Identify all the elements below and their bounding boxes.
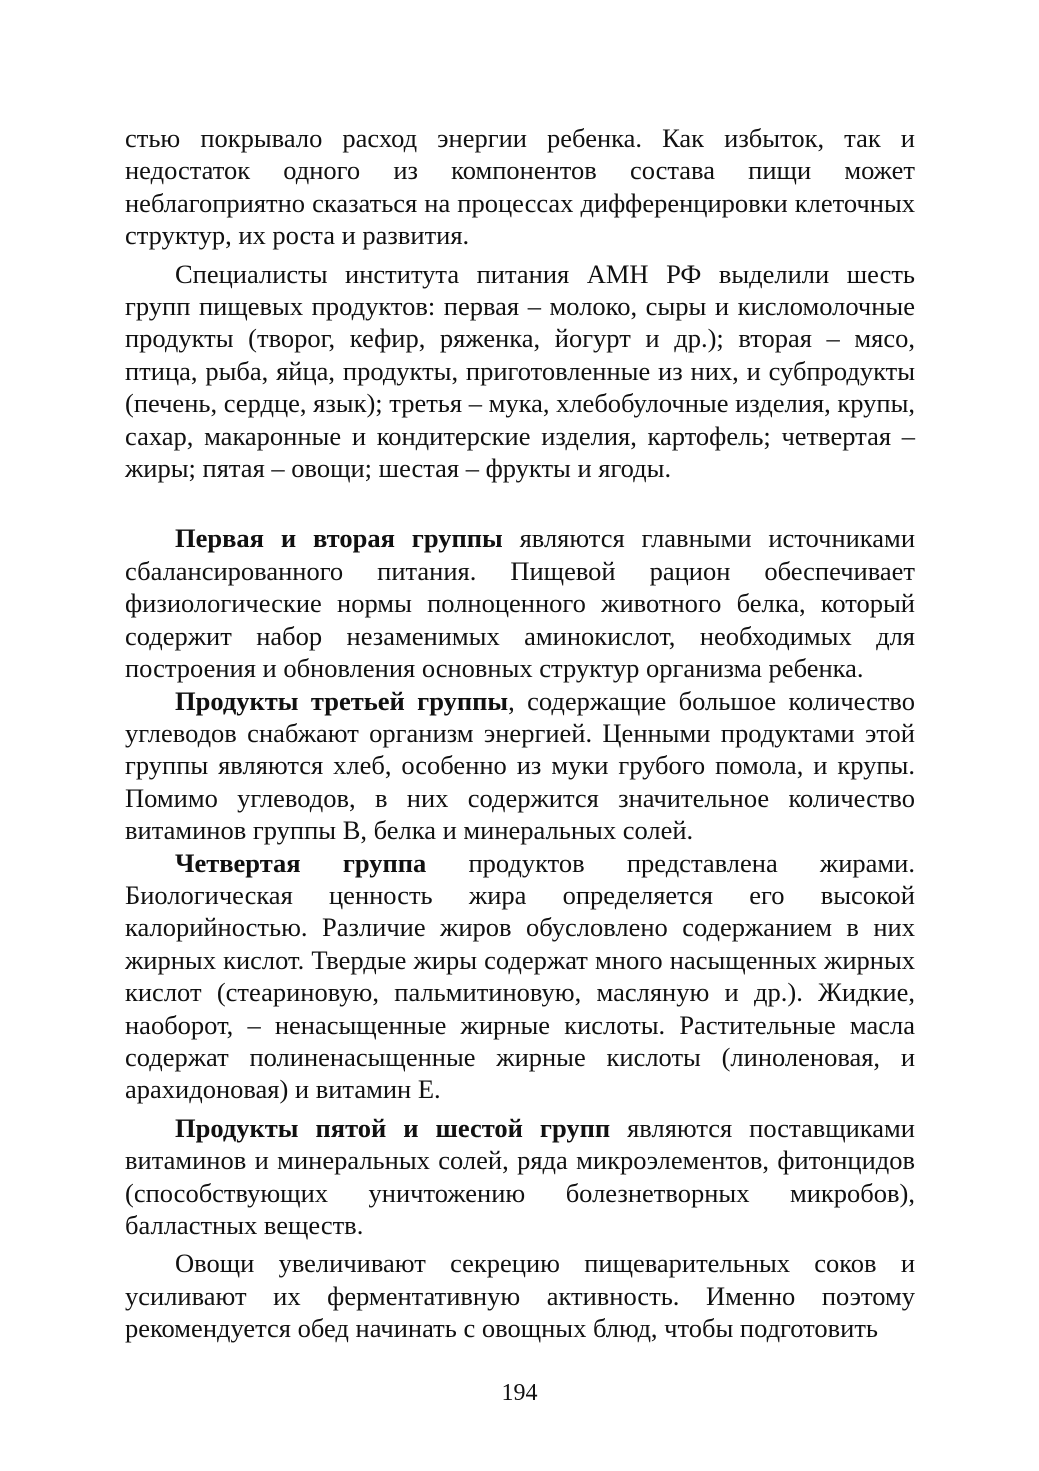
paragraph-heading-bold: Продукты третьей группы [175, 685, 509, 716]
paragraph-heading-bold: Продукты пятой и шестой групп [175, 1112, 611, 1143]
paragraph-heading-bold: Четвертая группа [175, 847, 427, 878]
paragraph-text: продуктов представлена жирами. Биологическая ценность жира определяется его высокой калорийностью. Различие жиров обусловлено содержанием в них жирных кислот. Твердые жиры содержат много насыщенных жирных кислот (стеариновую, пальмитиновую, масляную и др.). Жидкие, наоборот, – ненасыщенные жирные кислоты. Растительные масла содержат полиненасыщенные жирные кислоты (линоленовая, и арахидоновая) и витамин Е. [125, 847, 915, 1105]
page-body [125, 122, 915, 1345]
paragraph-text: являются поставщиками витаминов и минеральных солей, ряда микроэлементов, фитонцидов (способствующих уничтожению болезнетворных микробов), балластных веществ. [125, 1112, 915, 1240]
paragraph-continuation [125, 122, 915, 252]
paragraph-third-group [125, 685, 915, 847]
paragraph-text: стью покрывало расход энергии ребенка. Как избыток, так и недостаток одного из компонентов состава пищи может неблагоприятно сказаться на процессах дифференцировки клеточных структур, их роста и развития. [125, 123, 915, 251]
paragraph-vegetables [125, 1247, 915, 1344]
paragraph-first-second-groups [125, 522, 915, 684]
paragraph-food-groups [125, 258, 915, 485]
paragraph-text: являются главными источниками сбалансированного питания. Пищевой рацион обеспечивает физиологические нормы полноценного животного белка, который содержит набор незаменимых аминокислот, необходимых для построения и обновления основных структур организма ребенка. [125, 523, 915, 684]
paragraph-fifth-sixth-groups [125, 1112, 915, 1242]
paragraph-heading-bold: Первая и вторая группы [175, 523, 503, 554]
paragraph-text: Специалисты института питания АМН РФ выделили шесть групп пищевых продуктов: первая – молоко, сыры и кисломолочные продукты (творог, кефир, ряженка, йогурт и др.); вторая – мясо, птица, рыба, яйца, продукты, приготовленные из них, и субпродукты (печень, сердце, язык); третья – мука, хлебобулочные изделия, крупы, сахар, макаронные и кондитерские изделия, картофель; четвертая – жиры; пятая – овощи; шестая – фрукты и ягоды. [125, 258, 915, 484]
paragraph-text: , содержащие большое количество углеводов снабжают организм энергией. Ценными продуктами этой группы являются хлеб, особенно из муки грубого помола, и крупы. Помимо углеводов, в них содержится значительное количество витаминов группы В, белка и минеральных солей. [125, 685, 916, 846]
page-number: 194 [501, 1380, 538, 1406]
paragraph-fourth-group [125, 847, 915, 1106]
paragraph-text: Овощи увеличивают секрецию пищеварительных соков и усиливают их ферментативную активность. Именно поэтому рекомендуется обед начинать с овощных блюд, чтобы подготовить [125, 1248, 915, 1344]
